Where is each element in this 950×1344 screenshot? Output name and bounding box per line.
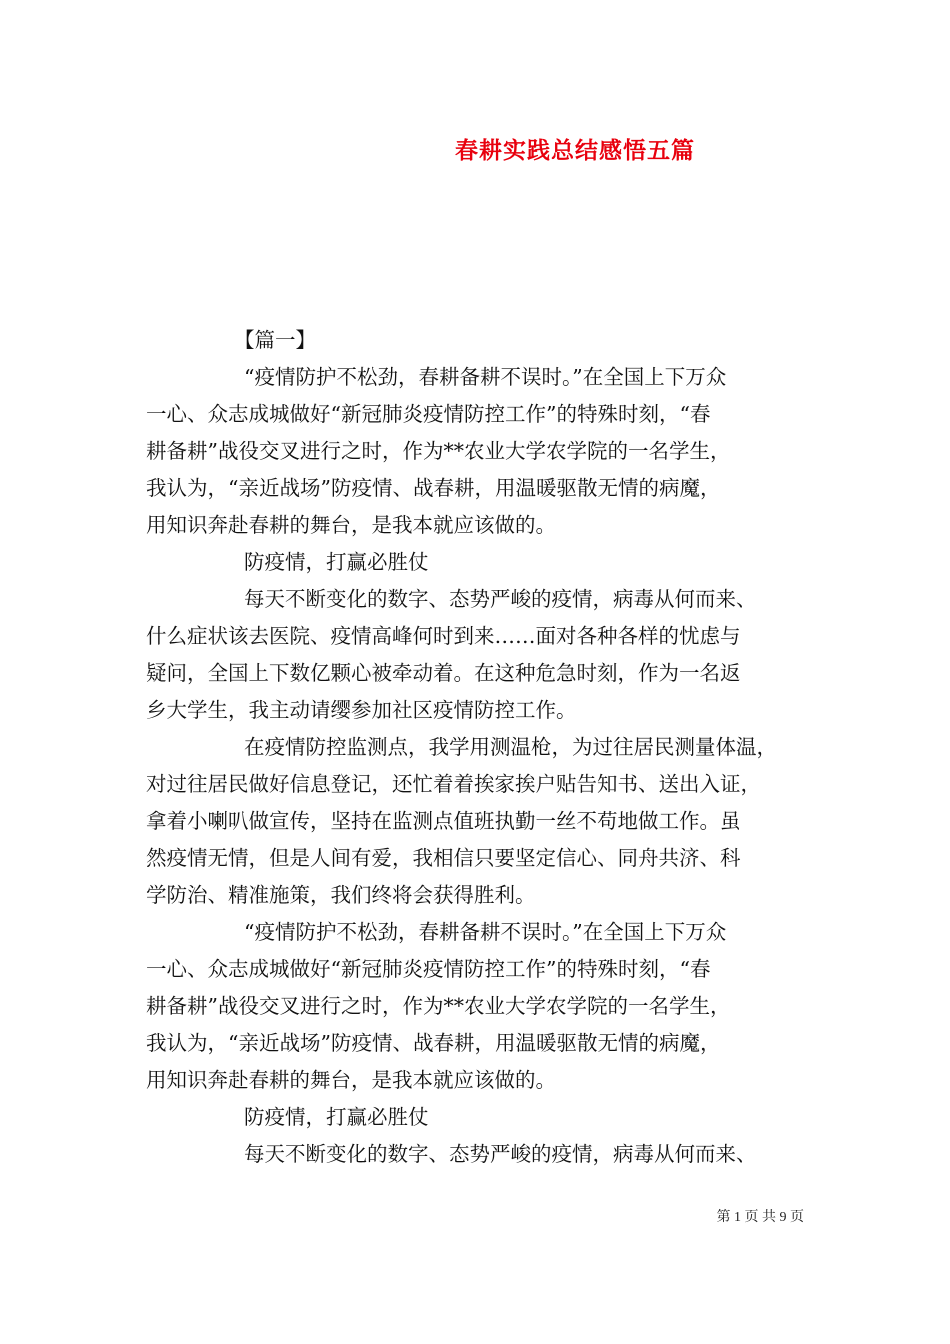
text-line: 一心、众志成城做好“新冠肺炎疫情防控工作”的特殊时刻，“春 [146,402,711,426]
text-line: 每天不断变化的数字、态势严峻的疫情，病毒从何而来、 [244,587,757,611]
document-body [146,322,818,1173]
text-line: 防疫情，打赢必胜仗 [244,1105,429,1129]
text-line: 用知识奔赴春耕的舞台，是我本就应该做的。 [146,1068,556,1092]
text-line: 我认为，“亲近战场”防疫情、战春耕，用温暖驱散无情的病魔， [146,1031,721,1055]
text-line: “疫情防护不松劲，春耕备耕不误时。”在全国上下万众 [244,365,727,389]
page-number-footer: 第 1 页 共 9 页 [716,1210,804,1225]
document-title: 春耕实践总结感悟五篇 [455,137,695,164]
text-line: 每天不断变化的数字、态势严峻的疫情，病毒从何而来、 [244,1142,757,1166]
section-label: 【篇一】 [234,328,316,352]
text-line: 疑问，全国上下数亿颗心被牵动着。在这种危急时刻，作为一名返 [146,661,741,685]
text-line: 我认为，“亲近战场”防疫情、战春耕，用温暖驱散无情的病魔， [146,476,721,500]
text-line: 防疫情，打赢必胜仗 [244,550,429,574]
text-line: 什么症状该去医院、疫情高峰何时到来……面对各种各样的忧虑与 [146,624,741,648]
text-line: 一心、众志成城做好“新冠肺炎疫情防控工作”的特殊时刻，“春 [146,957,711,981]
text-line: 耕备耕”战役交叉进行之时，作为**农业大学农学院的一名学生， [146,994,731,1018]
text-line: 耕备耕”战役交叉进行之时，作为**农业大学农学院的一名学生， [146,439,731,463]
text-line: 拿着小喇叭做宣传，坚持在监测点值班执勤一丝不苟地做工作。虽 [146,809,741,833]
text-line: “疫情防护不松劲，春耕备耕不误时。”在全国上下万众 [244,920,727,944]
paragraph-lines [146,359,818,1173]
text-line: 在疫情防控监测点，我学用测温枪，为过往居民测量体温， [244,735,777,759]
text-line: 乡大学生，我主动请缨参加社区疫情防控工作。 [146,698,577,722]
text-line: 学防治、精准施策，我们终将会获得胜利。 [146,883,536,907]
text-line: 用知识奔赴春耕的舞台，是我本就应该做的。 [146,513,556,537]
text-line: 然疫情无情，但是人间有爱，我相信只要坚定信心、同舟共济、科 [146,846,741,870]
text-line: 对过往居民做好信息登记，还忙着着挨家挨户贴告知书、送出入证， [146,772,761,796]
